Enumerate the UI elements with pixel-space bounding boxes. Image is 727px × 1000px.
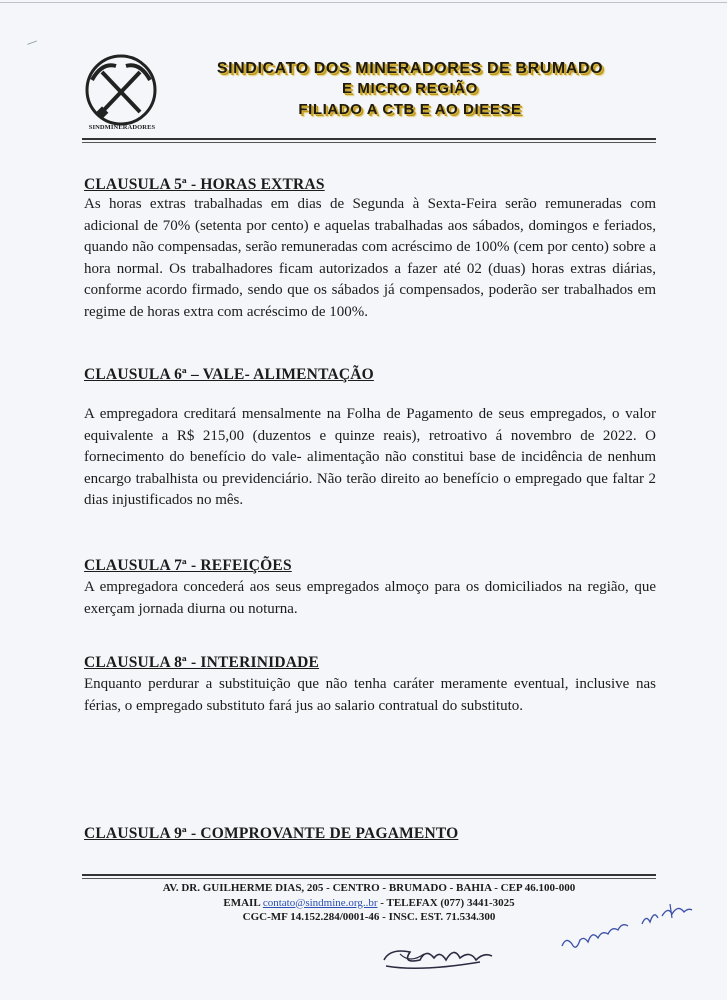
clause-8-text: Enquanto perdurar a substituição que não tenha caráter meramente eventual, inclusive nas férias, o empregado substituto fará jus ao salario contratual do substituto. xyxy=(84,676,656,714)
signature-1 xyxy=(380,938,505,978)
header-divider xyxy=(82,138,656,140)
clause-8-title: CLAUSULA 8ª - INTERINIDADE xyxy=(84,654,320,671)
clause-7-text: A empregadora concederá aos seus empregados almoço para os domiciliados na região, que exerçam jornada diurna ou noturna. xyxy=(84,579,656,617)
clause-7-title: CLAUSULA 7ª - REFEIÇÕES xyxy=(84,557,292,574)
footer-registration: CGC-MF 14.152.284/0001-46 - INSC. EST. 71.534.300 xyxy=(242,911,496,923)
clause-6-title: CLAUSULA 6ª – VALE- ALIMENTAÇÃO xyxy=(84,366,374,383)
footer-divider xyxy=(82,874,656,876)
clause-5-title: CLAUSULA 5ª - HORAS EXTRAS xyxy=(84,176,325,193)
union-title-line2: E MICRO REGIÃO xyxy=(342,80,478,97)
email-link[interactable]: contato@sindmine.org..br xyxy=(262,896,378,909)
logo-caption: SINDMINERADORES xyxy=(88,124,156,131)
footer-phone: - TELEFAX (077) 3441-3025 xyxy=(377,896,515,909)
crossed-pickaxe-icon xyxy=(82,52,160,130)
clause-6-text: A empregadora creditará mensalmente na Folha de Pagamento de seus empregados, o valor equivalente a R$ 215,00 (duzentos e quinze reais), retroativo á novembro de 2022. O fornecimento do benefício do vale- alimentação não constitui base de incidência de nenhum encargo trabalhista ou previdenciário. Não terão direito ao benefício o empregado que faltar 2 dias injustificados no mês. xyxy=(84,406,656,509)
union-logo xyxy=(82,52,160,134)
footer-address: AV. DR. GUILHERME DIAS, 205 - CENTRO - BRUMADO - BAHIA - CEP 46.100-000 xyxy=(162,882,576,894)
scan-edge-line xyxy=(0,2,727,3)
union-title xyxy=(170,60,650,120)
clause-9-title: CLAUSULA 9ª - COMPROVANTE DE PAGAMENTO xyxy=(84,825,459,842)
union-title-line1: SINDICATO DOS MINERADORES DE BRUMADO xyxy=(216,60,604,77)
scan-mark xyxy=(27,40,38,49)
clause-5-text: As horas extras trabalhadas em dias de Segunda à Sexta-Feira serão remuneradas com adicional de 70% (setenta por cento) e aquelas trabalhadas aos sábados, domingos e feriados, quando não compensadas, serão remuneradas com acréscimo de 100% (cem por cento) sobre a hora normal. Os trabalhadores ficam autorizados a fazer até 02 (duas) horas extras diárias, conforme acordo firmado, sendo que os sábados já compensados, poderão ser trabalhados em regime de horas extra com acréscimo de 100%. xyxy=(84,196,656,320)
email-label: EMAIL xyxy=(223,896,263,909)
signature-2 xyxy=(558,900,698,960)
union-title-line3: FILIADO A CTB E AO DIEESE xyxy=(298,101,522,118)
footer-divider-thin xyxy=(82,878,656,879)
header-divider-thin xyxy=(82,142,656,143)
